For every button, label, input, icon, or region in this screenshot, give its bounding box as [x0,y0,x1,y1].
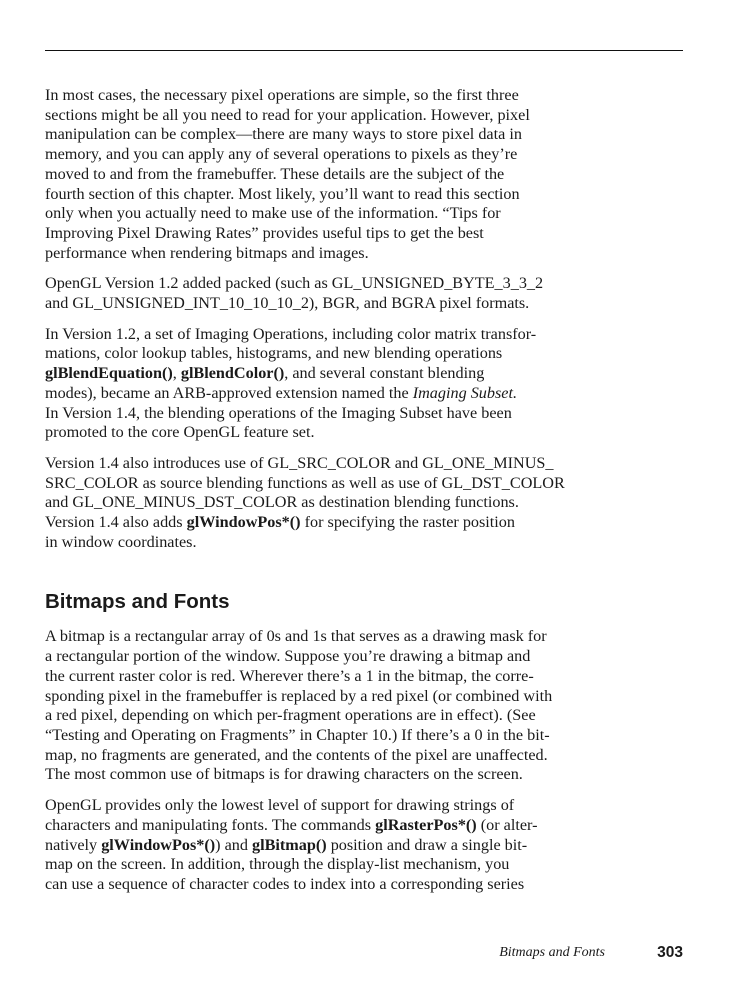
paragraph [45,796,605,895]
text-line [45,647,605,667]
function-name: glBlendEquation() [45,364,173,383]
text-line [45,816,605,836]
text-run: sections might be all you need to read for your application. However, pixel [45,105,530,124]
text-run: Improving Pixel Drawing Rates” provides useful tips to get the best [45,223,484,242]
text-run: the current raster color is red. Wherever there’s a 1 in the bitmap, the corre- [45,666,534,685]
text-run: The most common use of bitmaps is for drawing characters on the screen. [45,765,523,784]
function-name: glWindowPos*() [186,513,301,532]
text-line [45,165,605,185]
text-run: modes), became an ARB-approved extension named the [45,383,413,402]
text-line [45,244,605,264]
text-line [45,364,605,384]
text-line [45,796,605,816]
text-line [45,765,605,785]
text-run: Version 1.4 also introduces use of GL_SRC_COLOR and GL_ONE_MINUS_ [45,453,554,472]
text-run: characters and manipulating fonts. The commands [45,815,376,834]
running-title: Bitmaps and Fonts [499,945,605,960]
text-line [45,454,605,474]
function-name: glRasterPos*() [375,815,477,834]
emphasis: Imaging Subset. [412,383,518,402]
text-line [45,344,605,364]
text-run: In most cases, the necessary pixel operations are simple, so the first three [45,86,519,104]
text-line [45,746,605,766]
text-line [45,875,605,895]
text-line [45,493,605,513]
text-line [45,404,605,424]
text-run: sponding pixel in the framebuffer is replaced by a red pixel (or combined with [45,686,553,705]
text-run: SRC_COLOR as source blending functions as well as use of GL_DST_COLOR [45,473,565,492]
text-run: position and draw a single bit- [326,835,528,854]
text-line [45,224,605,244]
text-run: , [172,364,181,383]
text-run: natively [45,835,102,854]
text-line [45,706,605,726]
text-line [45,726,605,746]
text-line [45,204,605,224]
text-run: in window coordinates. [45,532,197,551]
text-run: for specifying the raster position [300,513,515,532]
text-run: and GL_UNSIGNED_INT_10_10_10_2), BGR, and BGRA pixel formats. [45,294,530,313]
text-line [45,294,605,314]
text-line [45,145,605,165]
text-run: A bitmap is a rectangular array of 0s and 1s that serves as a drawing mask for [45,627,547,646]
text-run: memory, and you can apply any of several operations to pixels as they’re [45,145,518,164]
text-line [45,106,605,126]
function-name: glBitmap() [252,835,327,854]
text-line [45,185,605,205]
paragraph [45,627,605,785]
text-run: performance when rendering bitmaps and images. [45,243,369,262]
text-run: can use a sequence of character codes to index into a corresponding series [45,874,525,893]
paragraph [45,86,605,263]
text-run: map, no fragments are generated, and the contents of the pixel are unaffected. [45,745,548,764]
text-run: a rectangular portion of the window. Suppose you’re drawing a bitmap and [45,647,531,666]
text-line [45,274,605,294]
text-line [45,325,605,345]
text-line [45,423,605,443]
text-line [45,86,605,106]
section-paragraphs [45,627,605,894]
text-run: OpenGL Version 1.2 added packed (such as GL_UNSIGNED_BYTE_3_3_2 [45,274,544,293]
intro-paragraphs [45,86,605,552]
text-run: fourth section of this chapter. Most likely, you’ll want to read this section [45,184,520,203]
text-line [45,836,605,856]
paragraph [45,454,605,553]
text-run: In Version 1.4, the blending operations of the Imaging Subset have been [45,403,512,422]
text-run: OpenGL provides only the lowest level of support for drawing strings of [45,796,515,815]
text-run: and GL_ONE_MINUS_DST_COLOR as destination blending functions. [45,493,519,512]
text-run: moved to and from the framebuffer. These details are the subject of the [45,164,505,183]
text-line [45,533,605,553]
text-run: only when you actually need to make use of the information. “Tips for [45,204,501,223]
text-run: map on the screen. In addition, through the display-list mechanism, you [45,855,510,874]
text-line [45,384,605,404]
text-run: manipulation can be complex—there are many ways to store pixel data in [45,125,522,144]
page-footer [45,944,683,964]
header-rule [45,50,683,51]
section-heading: Bitmaps and Fonts [45,590,230,614]
page-body [45,86,605,906]
text-line [45,125,605,145]
page-number: 303 [657,944,683,961]
text-run: (or alter- [476,815,538,834]
function-name: glWindowPos*() [101,835,216,854]
text-run: mations, color lookup tables, histograms, and new blending operations [45,344,503,363]
text-line [45,687,605,707]
text-run: “Testing and Operating on Fragments” in Chapter 10.) If there’s a 0 in the bit- [45,725,550,744]
text-run: promoted to the core OpenGL feature set. [45,423,315,442]
function-name: glBlendColor() [180,364,285,383]
text-run: Version 1.4 also adds [45,513,187,532]
paragraph [45,325,605,443]
text-run: a red pixel, depending on which per-fragment operations are in effect). (See [45,706,536,725]
text-run: ) and [215,835,252,854]
text-line [45,667,605,687]
text-run: In Version 1.2, a set of Imaging Operations, including color matrix transfor- [45,324,537,343]
text-run: , and several constant blending [284,364,485,383]
text-line [45,627,605,647]
text-line [45,513,605,533]
paragraph [45,274,605,313]
text-line [45,855,605,875]
text-line [45,474,605,494]
